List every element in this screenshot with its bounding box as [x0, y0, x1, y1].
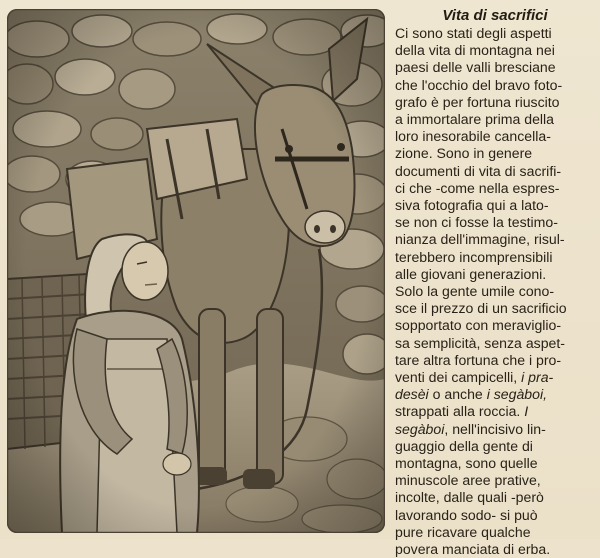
article-text: o anche [428, 386, 487, 403]
article-text: sa semplicità, senza aspet- [395, 334, 565, 351]
historical-photograph [7, 9, 385, 533]
article-text: se non ci fosse la testimo- [395, 214, 558, 231]
article-text: pure ricavare qualche [395, 523, 531, 540]
article-column [384, 7, 594, 558]
article-line [395, 42, 594, 59]
article-text: minuscole aree prative, [395, 472, 541, 489]
article-line [395, 421, 594, 438]
article-line [395, 266, 594, 283]
article-italic-term: i segàboi, [486, 386, 548, 403]
article-line [395, 111, 594, 128]
article-line [395, 77, 594, 94]
article-line [395, 489, 594, 506]
article-line [395, 145, 594, 162]
article-text: loro inesorabile cancella- [395, 128, 551, 145]
article-line [395, 455, 594, 472]
article-line [395, 300, 594, 317]
article-text: ci che -come nella espres- [395, 179, 560, 196]
article-text: nianza dell'immagine, risul- [395, 231, 565, 248]
article-line [395, 352, 594, 369]
article-text: terebbero incomprensibili [395, 248, 553, 265]
article-text: documenti di vita di sacrifi- [395, 162, 562, 179]
article-line [395, 59, 594, 76]
article-text: sopportato con meraviglio- [395, 317, 562, 334]
article-line [395, 163, 594, 180]
article-text: che l'occhio del bravo foto- [395, 76, 563, 93]
article-line [395, 25, 594, 42]
article-line [395, 507, 594, 524]
article-text: povera manciata di erba. [395, 541, 551, 558]
photo-vignette [7, 9, 385, 533]
article-text: grafo è per fortuna riuscito [395, 93, 560, 110]
article-line [395, 283, 594, 300]
article-line [395, 369, 594, 386]
article-text: , nell'incisivo lin- [444, 420, 546, 437]
article-line [395, 180, 594, 197]
article-line [395, 94, 594, 111]
article-line [395, 128, 594, 145]
article-line [395, 214, 594, 231]
article-text: strappati alla roccia. [395, 403, 525, 420]
article-text: della vita di montagna nei [395, 42, 555, 59]
article-line [395, 403, 594, 420]
article-text: paesi delle valli bresciane [395, 59, 556, 76]
article-line [395, 197, 594, 214]
article-title: Vita di sacrifici [442, 7, 548, 24]
article-text: zione. Sono in genere [395, 145, 533, 162]
article-text: Ci sono stati degli aspetti [395, 25, 552, 41]
article-line [395, 438, 594, 455]
photo-illustration [7, 9, 385, 533]
article-line [395, 317, 594, 334]
article-line [395, 386, 594, 403]
article-text: a immortalare prima della [395, 111, 555, 128]
article-text: alle giovani generazioni. [395, 265, 547, 282]
article-italic-term: i pra- [521, 369, 554, 386]
article-line [395, 472, 594, 489]
article-line [395, 335, 594, 352]
article-text: venti dei campicelli, [395, 369, 522, 386]
article-text: guaggio della gente di [395, 437, 533, 454]
article-text: montagna, sono quelle [395, 455, 538, 472]
article-line [395, 541, 594, 558]
article-body [384, 25, 594, 558]
article-text: Solo la gente umile cono- [395, 283, 555, 300]
article-line [395, 231, 594, 248]
article-text: siva fotografia qui a lato- [395, 197, 549, 214]
article-text: sce il prezzo di un sacrificio [395, 300, 567, 317]
article-line [395, 249, 594, 266]
article-italic-term: segàboi [395, 420, 445, 437]
article-italic-term: I [524, 403, 529, 420]
article-text: incolte, dalle quali -però [395, 489, 544, 506]
article-text: lavorando sodo- si può [395, 506, 538, 523]
article-text: tare altra fortuna che i pro- [395, 351, 562, 368]
article-italic-term: desèi [395, 386, 429, 403]
